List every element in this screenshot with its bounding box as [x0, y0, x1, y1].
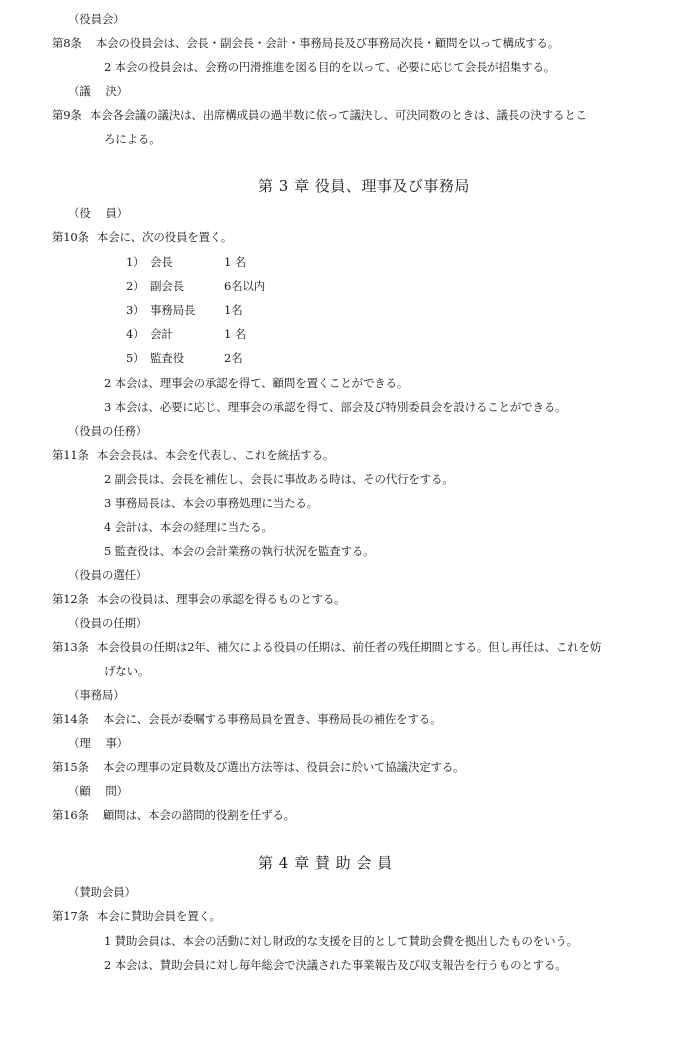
article-text: 本会役員の任期は2年、補欠による役員の任期は、前任者の残任期間とする。但し再任は、これを妨: [96, 640, 602, 654]
officer-role: 会計: [150, 327, 173, 341]
officer-count: 1名: [224, 303, 243, 317]
article-number: 第17条: [52, 909, 89, 923]
article-11-paragraph-3: 3 事務局長は、本会の事務処理に当たる。: [104, 496, 318, 510]
chapter-3-title: 第 3 章 役員、理事及び事務局: [258, 177, 470, 195]
officer-number: 2）: [126, 279, 145, 293]
article-text: 本会各会議の議決は、出席構成員の過半数に依って議決し、可決同数のときは、議長の決するとこ: [89, 108, 587, 122]
article-text: 本会に賛助会員を置く。: [96, 909, 221, 923]
article-number: 第9条: [52, 108, 82, 122]
article-13-continuation: げない。: [104, 664, 150, 678]
article-11-paragraph-4: 4 会計は、本会の経理に当たる。: [104, 520, 273, 534]
article-number: 第14条: [52, 712, 89, 726]
article-14: [52, 711, 441, 727]
article-9-continuation: ろによる。: [104, 132, 161, 146]
heading-supporting-members: （賛助会員）: [68, 885, 136, 899]
article-number: 第15条: [52, 760, 89, 774]
article-12: [52, 591, 345, 607]
article-text: 本会の役員会は、会長・副会長・会計・事務局長及び事務局次長・顧問を以って構成する。: [95, 36, 560, 50]
officer-number: 5）: [126, 351, 145, 365]
article-17: [52, 908, 221, 924]
article-number: 第8条: [52, 36, 82, 50]
officer-count: 2名: [224, 351, 243, 365]
article-8-paragraph-2: 2 本会の役員会は、会務の円滑推進を図る目的を以って、必要に応じて会長が招集する。: [104, 60, 556, 74]
officer-count: 1 名: [224, 327, 246, 341]
article-10: [52, 229, 232, 245]
heading-officer-appointment: （役員の選任）: [68, 568, 148, 582]
officer-role: 会長: [150, 255, 173, 269]
article-10-paragraph-2: 2 本会は、理事会の承認を得て、顧問を置くことができる。: [104, 376, 409, 390]
article-number: 第11条: [52, 448, 89, 462]
article-8: [52, 35, 559, 51]
article-9: [52, 107, 587, 123]
officer-number: 3）: [126, 303, 145, 317]
officer-item: [126, 302, 243, 318]
article-text: 本会の役員は、理事会の承認を得るものとする。: [96, 592, 346, 606]
heading-secretariat: （事務局）: [68, 688, 125, 702]
article-number: 第13条: [52, 640, 89, 654]
article-text: 本会に、次の役員を置く。: [96, 230, 233, 244]
article-11-paragraph-5: 5 監査役は、本会の会計業務の執行状況を監査する。: [104, 544, 375, 558]
chapter-4-title: 第 4 章 賛 助 会 員: [258, 854, 393, 872]
article-number: 第16条: [52, 808, 89, 822]
article-13: [52, 639, 601, 655]
officer-count: 1 名: [224, 255, 246, 269]
officer-role: 監査役: [150, 351, 184, 365]
officer-item: [126, 254, 246, 270]
article-number: 第10条: [52, 230, 89, 244]
article-16: [52, 807, 295, 823]
article-17-paragraph-2: 2 本会は、賛助会員に対し毎年総会で決議された事業報告及び収支報告を行うものとする。: [104, 958, 567, 972]
officer-item: [126, 326, 246, 342]
officer-number: 4）: [126, 327, 145, 341]
officer-count: 6名以内: [224, 279, 266, 293]
article-11-paragraph-2: 2 副会長は、会長を補佐し、会長に事故ある時は、その代行をする。: [104, 472, 454, 486]
officer-item: [126, 278, 266, 294]
heading-officer-term: （役員の任期）: [68, 616, 148, 630]
heading-board-meeting: （役員会）: [68, 12, 125, 26]
article-text: 本会の理事の定員数及び選出方法等は、役員会に於いて協議決定する。: [102, 760, 465, 774]
officer-number: 1）: [126, 255, 145, 269]
officer-item: [126, 350, 243, 366]
article-10-paragraph-3: 3 本会は、必要に応じ、理事会の承認を得て、部会及び特別委員会を設けることができる。: [104, 400, 567, 414]
article-text: 顧問は、本会の諮問的役割を任ずる。: [102, 808, 295, 822]
article-15: [52, 759, 464, 775]
heading-resolution: （議 決）: [68, 84, 128, 98]
article-text: 本会に、会長が委嘱する事務局員を置き、事務局長の補佐をする。: [102, 712, 442, 726]
heading-officers: （役 員）: [68, 206, 128, 220]
officer-role: 副会長: [150, 279, 184, 293]
heading-officer-duties: （役員の任務）: [68, 424, 148, 438]
heading-advisors: （顧 問）: [68, 784, 128, 798]
article-number: 第12条: [52, 592, 89, 606]
officer-role: 事務局長: [150, 303, 196, 317]
article-text: 本会会長は、本会を代表し、これを統括する。: [96, 448, 335, 462]
heading-directors: （理 事）: [68, 736, 128, 750]
article-11: [52, 447, 334, 463]
article-17-paragraph-1: 1 賛助会員は、本会の活動に対し財政的な支援を目的として賛助会費を拠出したものをいう。: [104, 934, 578, 948]
